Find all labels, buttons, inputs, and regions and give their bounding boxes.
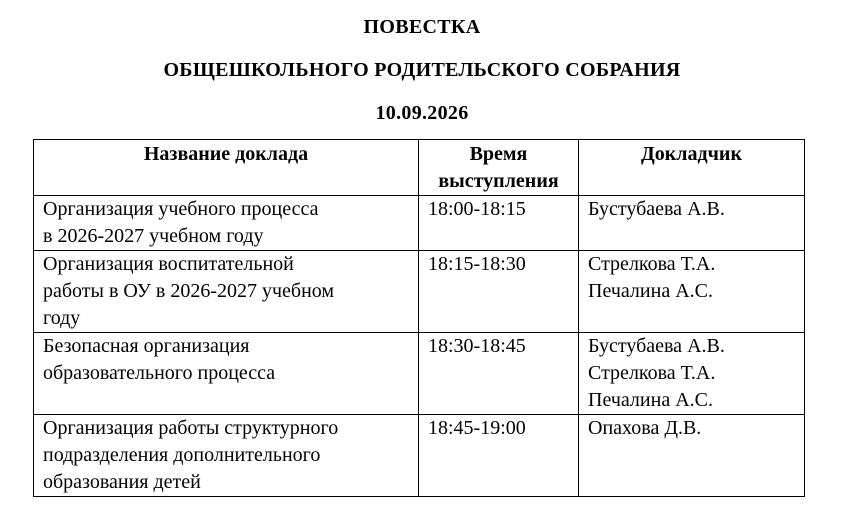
header-time-label-line1: Время: [469, 143, 528, 165]
speaker-cell: [579, 196, 805, 251]
talk-title-line: образования детей: [43, 471, 201, 493]
speaker-name: Печалина А.С.: [588, 389, 713, 411]
speaker-cell: [579, 251, 805, 333]
talk-title-line: в 2026-2027 учебном году: [43, 225, 264, 247]
document-title: ПОВЕСТКА: [363, 16, 481, 38]
time-cell: [419, 196, 579, 251]
talk-title-cell: [34, 196, 419, 251]
time-cell: [419, 415, 579, 497]
speaker-name: Бустубаева А.В.: [588, 335, 725, 357]
table-row: [34, 251, 805, 333]
header-talk-label: Название доклада: [143, 143, 309, 165]
speaker-name: Опахова Д.В.: [588, 417, 702, 439]
speaker-cell: [579, 333, 805, 415]
document-subtitle: ОБЩЕШКОЛЬНОГО РОДИТЕЛЬСКОГО СОБРАНИЯ: [163, 59, 681, 81]
time-cell: [419, 333, 579, 415]
talk-title-line: образовательного процесса: [43, 362, 276, 384]
table-row: [34, 196, 805, 251]
speaker-name: Стрелкова Т.А.: [588, 362, 716, 384]
agenda-table: [33, 139, 805, 497]
talk-title-line: Организация учебного процесса: [43, 198, 319, 220]
header-speaker: [579, 140, 805, 196]
table-header-row: [34, 140, 805, 196]
talk-title-line: году: [43, 307, 81, 329]
talk-title-line: Организация воспитательной: [43, 253, 294, 275]
talk-title-line: подразделения дополнительного: [43, 444, 321, 466]
speaker-name: Бустубаева А.В.: [588, 198, 725, 220]
speaker-cell: [579, 415, 805, 497]
time-value: 18:15-18:30: [428, 253, 526, 275]
time-cell: [419, 251, 579, 333]
talk-title-line: Безопасная организация: [43, 335, 250, 357]
meeting-date: 10.09.2026: [375, 102, 469, 124]
time-value: 18:30-18:45: [428, 335, 526, 357]
time-value: 18:45-19:00: [428, 417, 526, 439]
talk-title-cell: [34, 251, 419, 333]
time-value: 18:00-18:15: [428, 198, 526, 220]
talk-title-line: Организация работы структурного: [43, 417, 339, 439]
talk-title-line: работы в ОУ в 2026-2027 учебном: [43, 280, 335, 302]
header-time-label-line2: выступления: [438, 170, 559, 192]
table-row: [34, 333, 805, 415]
speaker-name: Печалина А.С.: [588, 280, 713, 302]
talk-title-cell: [34, 333, 419, 415]
header-speaker-label: Докладчик: [641, 143, 742, 165]
header-time: [419, 140, 579, 196]
table-row: [34, 415, 805, 497]
header-talk-title: [34, 140, 419, 196]
speaker-name: Стрелкова Т.А.: [588, 253, 716, 275]
talk-title-cell: [34, 415, 419, 497]
